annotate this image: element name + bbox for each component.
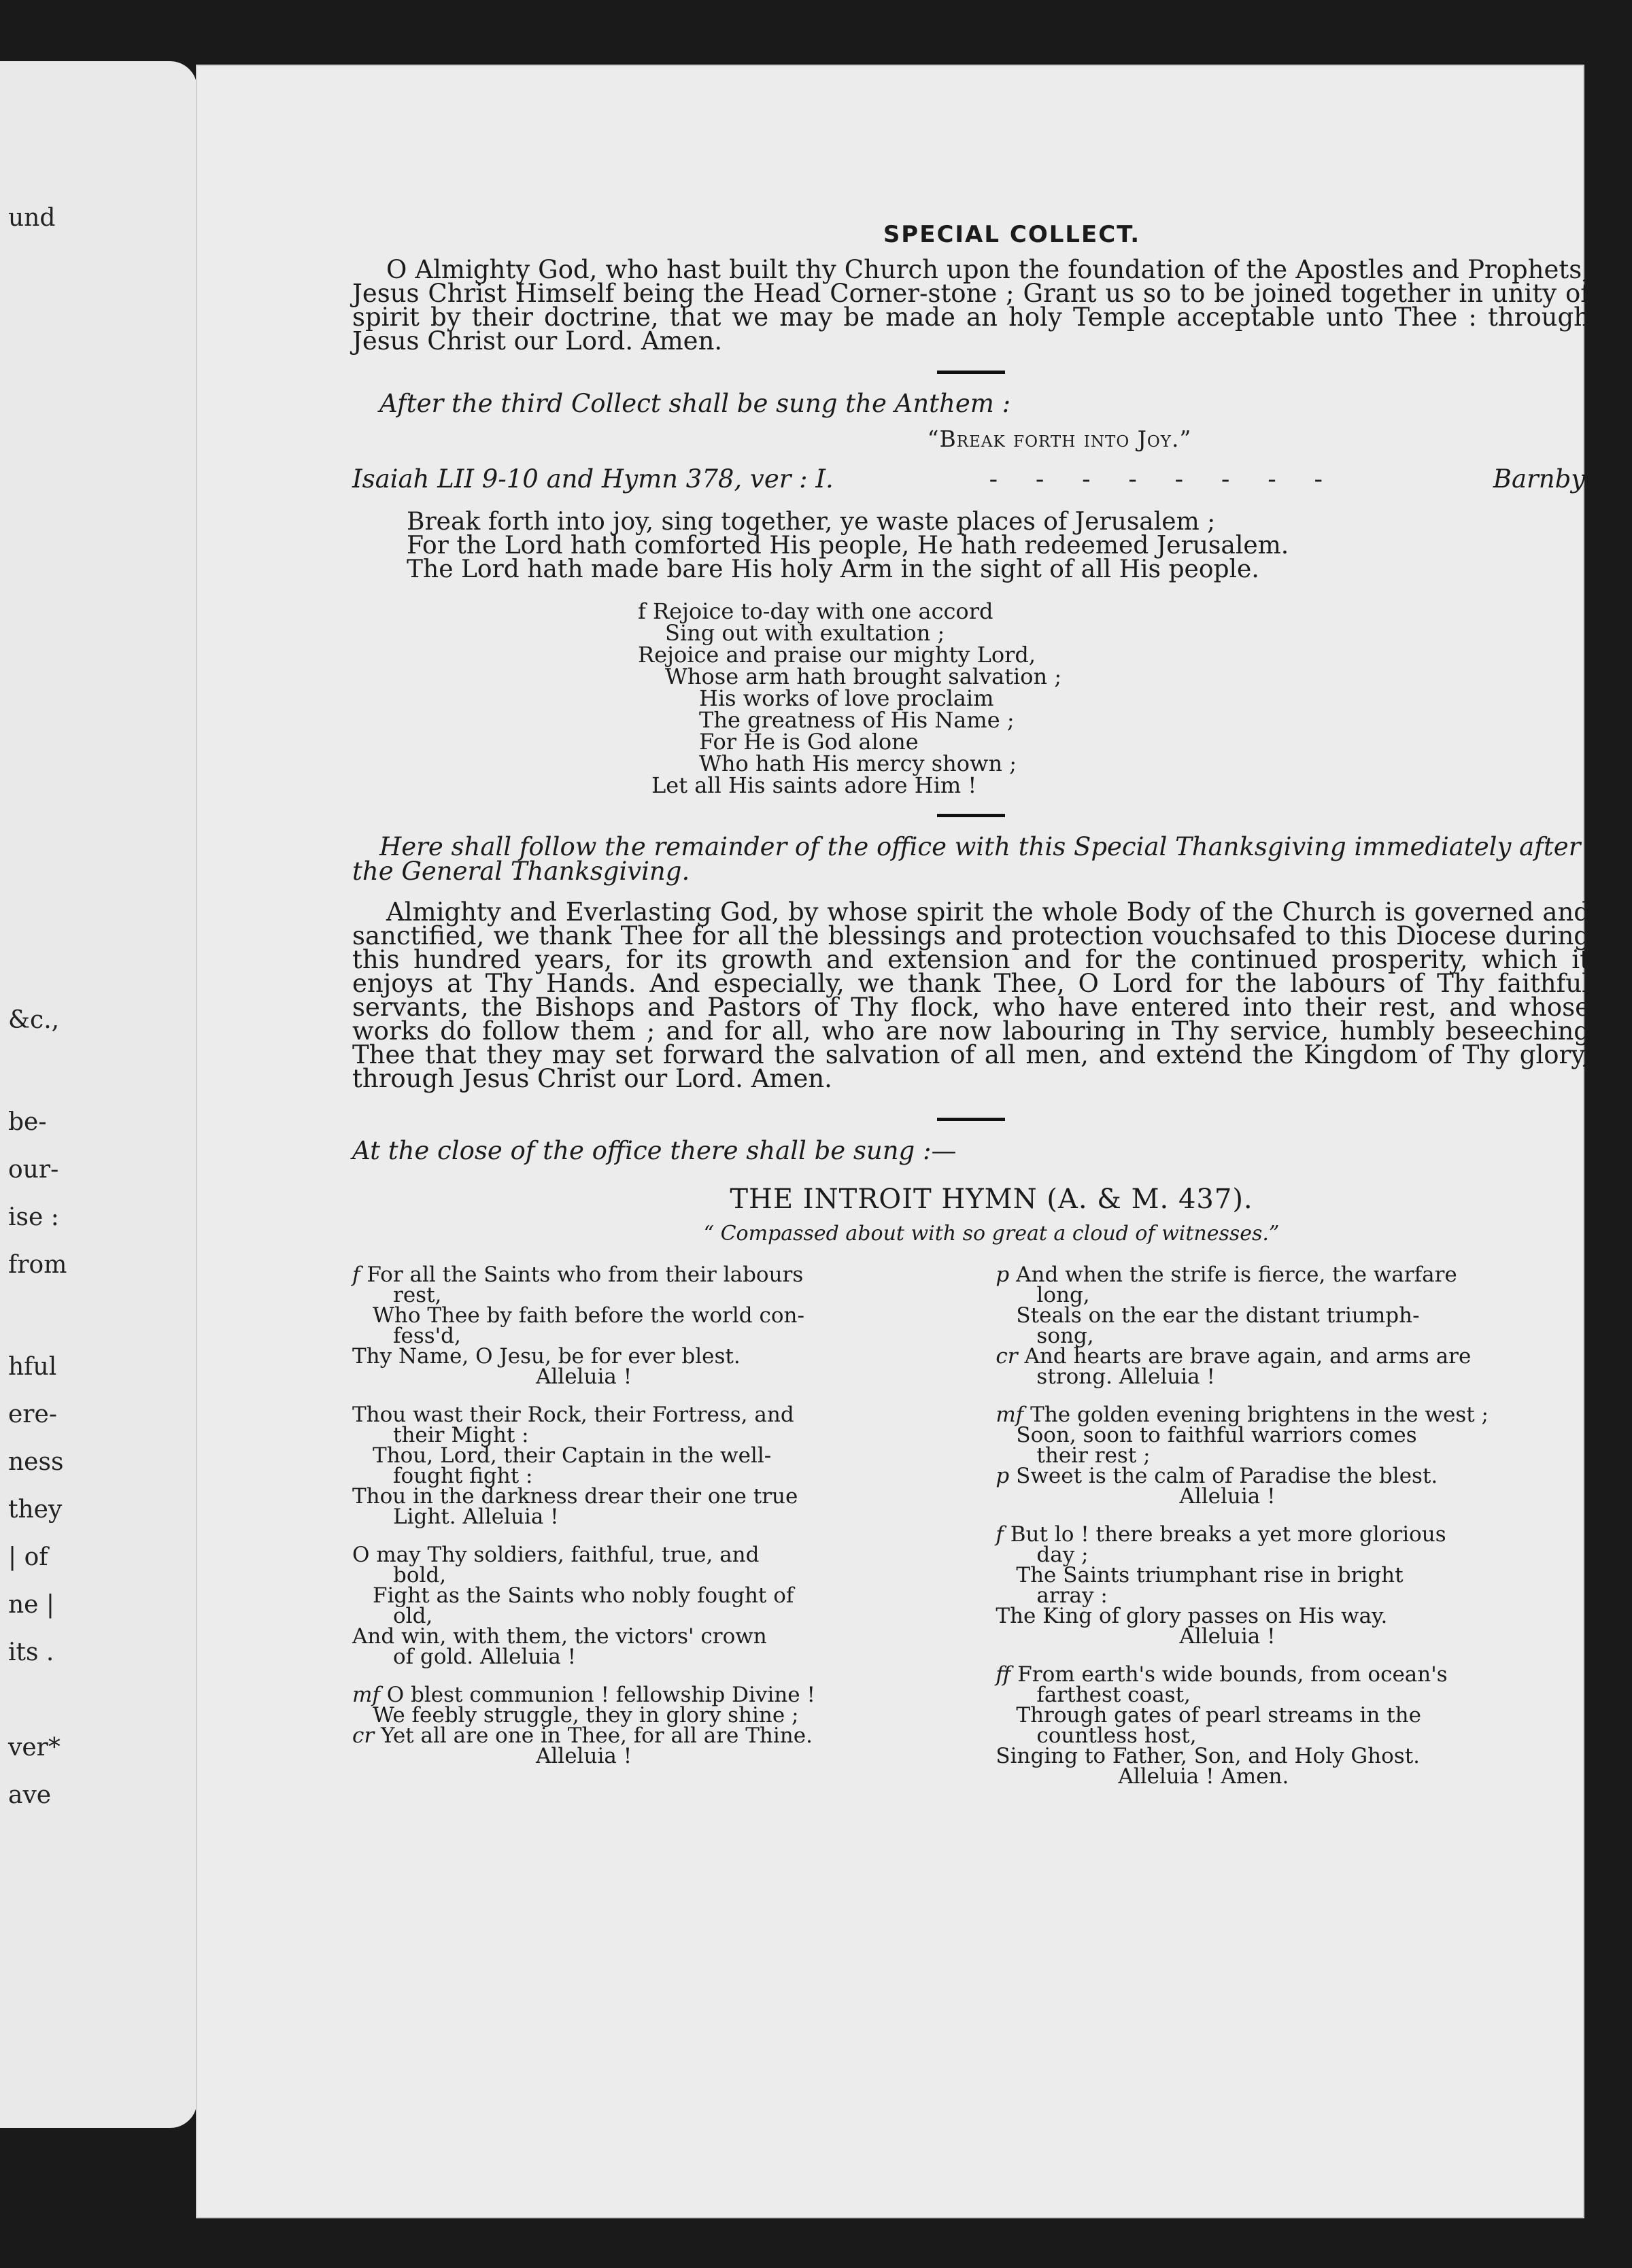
- hymn-line-text: Steals on the ear the distant triumph-: [1016, 1303, 1420, 1328]
- anthem-line: For the Lord hath comforted His people, He hath redeemed Jerusalem.: [407, 532, 1289, 560]
- facing-page-fragment: its .: [8, 1638, 54, 1666]
- hymn-line: [996, 1305, 1590, 1326]
- hymn-line-text: Alleluia ! Amen.: [1118, 1764, 1289, 1789]
- hymn-line: [352, 1565, 947, 1585]
- hymn-line: [996, 1405, 1590, 1425]
- hymn-verse: [352, 1405, 947, 1527]
- hymn-line-text: And when the strife is fierce, the warfare: [1016, 1262, 1457, 1287]
- hymn-line: [996, 1766, 1590, 1787]
- hymn-line-text: Sweet is the calm of Paradise the blest.: [1016, 1464, 1438, 1488]
- divider-rule: [937, 814, 1005, 817]
- hymn-line: [996, 1486, 1590, 1507]
- hymn-line: [996, 1703, 1590, 1728]
- hymn-line-text: Through gates of pearl streams in the: [1016, 1703, 1421, 1728]
- hymn-verse: [996, 1664, 1590, 1787]
- hymn-line-text: array :: [1036, 1583, 1108, 1608]
- hymn-line: [352, 1445, 947, 1466]
- hymn-line-text: countless host,: [1036, 1723, 1197, 1748]
- dynamic-marking: mf: [996, 1403, 1024, 1427]
- special-collect-text: O Almighty God, who hast built thy Church upon the foundation of the Apostles and Prophets, Jesus Christ Himself being the Head Corner-stone ; Grant us so to be joined together in unity of spirit by their doctrine, that we may be made an holy Temple acceptable unto Thee : through Jesus Christ our Lord. Amen.: [352, 255, 1590, 356]
- poem-line: The greatness of His Name ;: [699, 707, 1015, 733]
- hymn-line: [352, 1647, 947, 1667]
- hymn-line: [352, 1285, 947, 1305]
- hymn-line-text: farthest coast,: [1036, 1683, 1191, 1707]
- hymn-line-text: Alleluia !: [1179, 1484, 1276, 1509]
- anthem-text: [407, 510, 1590, 581]
- hymn-line-text: Alleluia !: [536, 1364, 632, 1389]
- hymn-line-text: day ;: [1036, 1543, 1089, 1567]
- hymn-line: [352, 1507, 947, 1527]
- hymn-line-text: bold,: [393, 1563, 447, 1587]
- anthem-composer: Barnby.: [1493, 464, 1590, 494]
- hymn-line-text: of gold. Alleluia !: [393, 1645, 577, 1669]
- hymn-line-text: long,: [1036, 1283, 1090, 1307]
- facing-page-fragment: hful: [8, 1353, 57, 1381]
- hymn-line: [352, 1685, 947, 1705]
- hymn-line: [352, 1585, 947, 1606]
- hymn-line-text: And hearts are brave again, and arms are: [1024, 1344, 1472, 1369]
- facing-page-fragment: ave: [8, 1781, 52, 1809]
- hymn-line: [352, 1364, 947, 1389]
- facing-page-fragment: ere-: [8, 1401, 57, 1428]
- hymn-line-text: Who Thee by faith before the world con-: [373, 1303, 804, 1328]
- anthem-line: The Lord hath made bare His holy Arm in the sight of all His people.: [407, 555, 1259, 583]
- hymn-line-text: Thou wast their Rock, their Fortress, and: [352, 1403, 794, 1427]
- facing-page-fragment: ise :: [8, 1203, 59, 1231]
- hymn-line: [996, 1664, 1590, 1685]
- leader-dots: - - - - - - - -: [989, 464, 1338, 494]
- hymn-line: [352, 1326, 947, 1346]
- hymn-line-text: Alleluia !: [536, 1744, 632, 1768]
- dynamic-marking: cr: [996, 1344, 1018, 1369]
- hymn-left-column: [352, 1262, 947, 1804]
- poem-line: For He is God alone: [699, 729, 919, 755]
- hymn-verse: [996, 1524, 1590, 1647]
- hymn-line-text: Soon, soon to faithful warriors comes: [1016, 1423, 1417, 1447]
- hymn-line: [352, 1305, 947, 1326]
- facing-page-fragment: &c.,: [8, 1006, 60, 1034]
- hymn-line-text: Yet all are one in Thee, for all are Thine.: [381, 1723, 813, 1748]
- hymn-line: [352, 1703, 947, 1728]
- anthem-title: “Break forth into Joy.”: [927, 426, 1192, 452]
- anthem-source: Isaiah LII 9-10 and Hymn 378, ver : I.: [352, 464, 834, 494]
- dynamic-marking: cr: [352, 1723, 375, 1748]
- hymn-line: [996, 1565, 1590, 1585]
- hymn-line-text: Light. Alleluia !: [393, 1505, 559, 1529]
- hymn-verse: [352, 1545, 947, 1667]
- hymn-line-text: old,: [393, 1604, 433, 1628]
- hymn-line-text: Fight as the Saints who nobly fought of: [373, 1583, 794, 1608]
- page-content: [352, 221, 1590, 1804]
- hymn-line-text: their rest ;: [1036, 1443, 1151, 1468]
- facing-page-fragment: | of: [8, 1543, 48, 1571]
- hymn-line-text: For all the Saints who from their labours: [367, 1262, 804, 1287]
- hymn-line: [996, 1466, 1590, 1486]
- poem-line: f Rejoice to-day with one accord: [638, 598, 993, 624]
- poem-line: Whose arm hath brought salvation ;: [665, 664, 1062, 689]
- hymn-verse: [352, 1685, 947, 1766]
- dynamic-marking: ff: [996, 1662, 1011, 1687]
- hymn-verse: [352, 1262, 947, 1389]
- hymn-line-text: Singing to Father, Son, and Holy Ghost.: [996, 1744, 1421, 1768]
- poem-line: Let all His saints adore Him !: [651, 772, 977, 798]
- hymn-line: [996, 1425, 1590, 1445]
- hymn-line: [996, 1545, 1590, 1565]
- divider-rule: [937, 371, 1005, 374]
- hymn-line: [352, 1262, 947, 1287]
- hymn-subtitle: “ Compassed about with so great a cloud of witnesses.”: [703, 1222, 1280, 1245]
- facing-page-fragment: ne |: [8, 1591, 55, 1619]
- hymn-line: [996, 1346, 1590, 1367]
- hymn-line-text: rest,: [393, 1283, 442, 1307]
- hymn-line-text: But lo ! there breaks a yet more glorious: [1010, 1522, 1446, 1547]
- hymn-line: [352, 1746, 947, 1766]
- hymn-line: [996, 1626, 1590, 1647]
- hymn-line-text: The golden evening brightens in the west ;: [1030, 1403, 1489, 1427]
- introit-rubric: At the close of the office there shall be sung :—: [352, 1136, 957, 1165]
- divider-rule: [937, 1118, 1005, 1121]
- thanksgiving-text: Almighty and Everlasting God, by whose spirit the whole Body of the Church is governed and sanctified, we thank Thee for all the blessings and protection vouchsafed to this Diocese during this hundred years, for its growth and extension and for the continued prosperity, which it enjoys at Thy Hands. And especially, we thank Thee, O Lord for the labours of Thy faithful servants, the Bishops and Pastors of Thy flock, who have entered into their rest, and whose works do follow them ; and for all, who are now labouring in Thy service, humbly beseeching Thee that they may set forward the salvation of all men, and extend the Kingdom of Thy glory, through Jesus Christ our Lord. Amen.: [352, 897, 1590, 1093]
- hymn-line: [352, 1725, 947, 1746]
- dynamic-marking: mf: [352, 1683, 380, 1707]
- anthem-source-line: [352, 464, 1590, 494]
- hymn-line-text: strong. Alleluia !: [1036, 1364, 1215, 1389]
- hymn-line: [352, 1466, 947, 1486]
- poem-line: His works of love proclaim: [699, 685, 994, 711]
- facing-page-fragment: ver*: [8, 1734, 61, 1762]
- anthem-line: Break forth into joy, sing together, ye waste places of Jerusalem ;: [407, 508, 1216, 536]
- dynamic-marking: p: [996, 1464, 1010, 1488]
- anthem-poem: [638, 600, 1590, 796]
- hymn-line: [996, 1445, 1590, 1466]
- hymn-line: [996, 1364, 1590, 1389]
- hymn-line-text: Thou, Lord, their Captain in the well-: [373, 1443, 772, 1468]
- hymn-line-text: song,: [1036, 1324, 1094, 1348]
- document-page: [196, 65, 1590, 2218]
- hymn-line-text: their Might :: [393, 1423, 529, 1447]
- hymn-line: [996, 1746, 1590, 1766]
- hymn-line-text: O blest communion ! fellowship Divine !: [386, 1683, 815, 1707]
- hymn-line: [996, 1585, 1590, 1606]
- hymn-line-text: We feebly struggle, they in glory shine ;: [373, 1703, 799, 1728]
- facing-page-fragment: they: [8, 1496, 63, 1524]
- hymn-verse: [996, 1405, 1590, 1507]
- hymn-line-text: Thy Name, O Jesu, be for ever blest.: [352, 1344, 741, 1369]
- hymn-line: [996, 1524, 1590, 1545]
- hymn-line-text: fess'd,: [393, 1324, 461, 1348]
- hymn-line-text: The King of glory passes on His way.: [996, 1604, 1388, 1628]
- anthem-rubric: After the third Collect shall be sung the Anthem :: [379, 389, 1011, 418]
- hymn-line-text: O may Thy soldiers, faithful, true, and: [352, 1543, 760, 1567]
- hymn-line: [996, 1606, 1590, 1626]
- hymn-line: [996, 1262, 1590, 1287]
- hymn-line: [352, 1346, 947, 1367]
- hymn-title: THE INTROIT HYMN (A. & M. 437).: [730, 1184, 1253, 1215]
- dynamic-marking: f: [352, 1262, 360, 1287]
- facing-page-edge: [0, 61, 197, 2128]
- hymn-line: [996, 1326, 1590, 1346]
- hymn-line: [996, 1685, 1590, 1705]
- hymn-line: [352, 1606, 947, 1626]
- hymn-line: [996, 1725, 1590, 1746]
- hymn-line: [352, 1425, 947, 1445]
- hymn-line: [996, 1285, 1590, 1305]
- facing-page-fragment: und: [8, 204, 56, 232]
- facing-page-fragment: ness: [8, 1448, 64, 1476]
- hymn-columns: [352, 1262, 1590, 1804]
- hymn-line: [352, 1486, 947, 1507]
- facing-page-fragment: from: [8, 1251, 67, 1279]
- poem-line: Who hath His mercy shown ;: [699, 751, 1017, 776]
- poem-line: Sing out with exultation ;: [665, 620, 945, 646]
- hymn-line: [352, 1405, 947, 1425]
- hymn-line-text: Alleluia !: [1179, 1624, 1276, 1649]
- hymn-line: [352, 1626, 947, 1647]
- hymn-line-text: Thou in the darkness drear their one true: [352, 1484, 798, 1509]
- facing-page-fragment: be-: [8, 1108, 47, 1136]
- hymn-line-text: And win, with them, the victors' crown: [352, 1624, 767, 1649]
- thanksgiving-rubric: Here shall follow the remainder of the office with this Special Thanksgiving immediately after the General Thanksgiving.: [352, 832, 1581, 886]
- hymn-verse: [996, 1262, 1590, 1389]
- facing-page-fragment: our-: [8, 1156, 59, 1184]
- hymn-line-text: The Saints triumphant rise in bright: [1016, 1563, 1404, 1587]
- dynamic-marking: p: [996, 1262, 1010, 1287]
- hymn-line: [352, 1545, 947, 1565]
- dynamic-marking: f: [996, 1522, 1004, 1547]
- hymn-right-column: [996, 1262, 1590, 1804]
- hymn-line-text: fought fight :: [393, 1464, 533, 1488]
- hymn-line-text: From earth's wide bounds, from ocean's: [1017, 1662, 1448, 1687]
- special-collect-title: SPECIAL COLLECT.: [883, 221, 1141, 248]
- poem-line: Rejoice and praise our mighty Lord,: [638, 642, 1036, 668]
